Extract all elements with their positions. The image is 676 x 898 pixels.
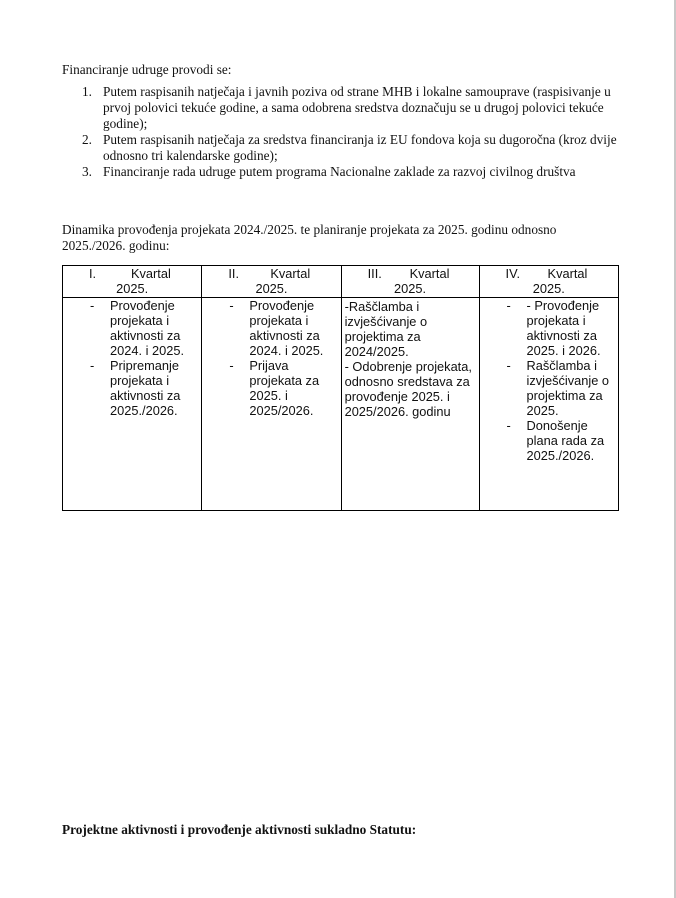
dash-bullet: -: [229, 358, 234, 373]
quarter-label: Kvartal: [270, 266, 311, 281]
activity-item: [480, 418, 618, 463]
funding-item: [82, 164, 622, 180]
q1-activities: [63, 298, 201, 418]
q3-activities: [342, 298, 479, 419]
activity-item: [480, 358, 618, 418]
quarter-year: 2025.: [394, 281, 427, 296]
funding-intro: Financiranje udruge provodi se:: [62, 62, 232, 77]
activity-text: Provođenje projekata i aktivnosti za 2024. i 2025.: [249, 298, 324, 358]
quarterly-plan-table: [62, 265, 619, 511]
cell-q4: [479, 298, 618, 511]
activity-text: Raščlamba i izvješćivanje o projektima za 2025.: [526, 358, 610, 418]
q4-activities: [480, 298, 618, 463]
quarter-label: Kvartal: [409, 266, 450, 281]
funding-item-text: Financiranje rada udruge putem programa Nacionalne zaklade za razvoj civilnog društva: [103, 164, 576, 179]
activity-text: Provođenje projekata i aktivnosti za 2024. i 2025.: [110, 298, 185, 358]
quarter-roman: IV.: [505, 266, 521, 281]
dynamics-paragraph: Dinamika provođenja projekata 2024./2025. te planiranje projekata za 2025. godinu odnosno 2025./2026. godinu:: [62, 222, 557, 253]
funding-item-text: Putem raspisanih natječaja i javnih poziva od strane MHB i lokalne samouprave (raspisivanje u prvoj polovici tekuće godine, a sama odobrena sredstva doznačuju se u drugoj polovici tekuće godine);: [103, 84, 611, 131]
table-row: [63, 298, 619, 511]
list-number: 2.: [82, 132, 92, 147]
quarter-roman: I.: [89, 266, 97, 281]
quarter-label: Kvartal: [547, 266, 588, 281]
q2-activities: [202, 298, 340, 418]
quarter-roman: III.: [367, 266, 382, 281]
cell-q2: [202, 298, 341, 511]
header-q3: [341, 266, 479, 298]
cell-q3: [341, 298, 479, 511]
funding-item-text: Putem raspisanih natječaja za sredstva financiranja iz EU fondova koja su dugoročna (kroz dvije odnosno tri kalendarske godine);: [103, 132, 617, 163]
activity-text: Prijava projekata za 2025. i 2025/2026.: [249, 358, 320, 418]
dash-bullet: -: [506, 418, 511, 433]
activity-item: [480, 298, 618, 358]
dash-bullet: -: [90, 298, 95, 313]
table-header-row: [63, 266, 619, 298]
header-q2: [202, 266, 341, 298]
dash-bullet: -: [90, 358, 95, 373]
dash-bullet: -: [506, 298, 511, 313]
quarter-year: 2025.: [532, 281, 565, 296]
funding-item: [82, 84, 622, 132]
activity-item: [202, 298, 340, 358]
statute-section-heading: Projektne aktivnosti i provođenje aktivnosti sukladno Statutu:: [62, 822, 417, 837]
quarter-year: 2025.: [255, 281, 288, 296]
activity-text: Pripremanje projekata i aktivnosti za 2025./2026.: [110, 358, 181, 418]
list-number: 1.: [82, 84, 92, 99]
activity-text: -Raščlamba i izvješćivanje o projektima za 2024/2025.: [344, 299, 428, 359]
quarter-label: Kvartal: [131, 266, 171, 281]
header-q1: [63, 266, 202, 298]
activity-text: Donošenje plana rada za 2025./2026.: [526, 418, 605, 463]
header-q4: [479, 266, 618, 298]
activity-item: [63, 358, 201, 418]
quarter-roman: II.: [228, 266, 240, 281]
dash-bullet: -: [229, 298, 234, 313]
activity-text: - Odobrenje projekata, odnosno sredstava za provođenje 2025. i 2025/2026. godinu: [344, 359, 472, 419]
activity-item: [63, 298, 201, 358]
funding-list: [82, 84, 622, 180]
list-number: 3.: [82, 164, 92, 179]
activity-item: [202, 358, 340, 418]
activity-text: - Provođenje projekata i aktivnosti za 2025. i 2026.: [526, 298, 601, 358]
cell-q1: [63, 298, 202, 511]
dash-bullet: -: [506, 358, 511, 373]
funding-item: [82, 132, 622, 164]
quarter-year: 2025.: [116, 281, 149, 296]
